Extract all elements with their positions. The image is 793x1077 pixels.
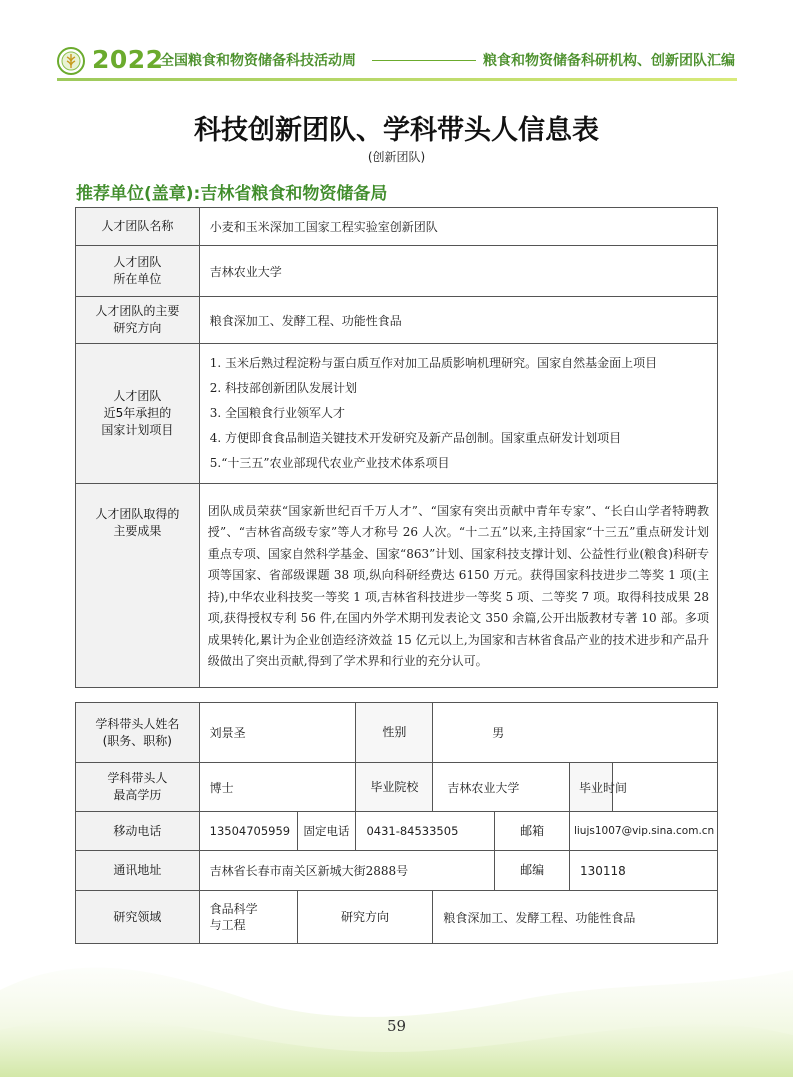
address-value: 吉林省长春市南关区新城大街2888号 xyxy=(199,851,495,891)
gender-value-text: 男 xyxy=(492,726,505,740)
leader-name-label-line1: 学科带头人姓名 xyxy=(95,716,180,731)
research-direction-label: 研究方向 xyxy=(297,891,433,944)
page-subtitle: (创新团队) xyxy=(367,150,426,164)
team-name-label: 人才团队名称 xyxy=(76,208,200,246)
research-field-value-line1: 食品科学 xyxy=(209,902,258,916)
list-item: 2. 科技部创新团队发展计划 xyxy=(209,381,358,395)
phone-value: 0431-84533505 xyxy=(356,812,495,851)
team-unit-value: 吉林农业大学 xyxy=(199,246,717,297)
table-row xyxy=(76,246,718,297)
header-year: 2022 xyxy=(92,45,164,74)
table-row xyxy=(76,208,718,246)
email-value: liujs1007@vip.sina.com.cn xyxy=(569,812,717,851)
research-field-value-line2: 与工程 xyxy=(209,918,246,932)
table-row xyxy=(76,297,718,344)
mobile-label: 移动电话 xyxy=(76,812,200,851)
team-direction-label-line2: 研究方向 xyxy=(113,321,162,335)
phone-label: 固定电话 xyxy=(297,812,356,851)
team-name-value: 小麦和玉米深加工国家工程实验室创新团队 xyxy=(199,208,717,246)
graduation-time-value xyxy=(578,763,717,812)
list-item: 4. 方便即食食品制造关键技术开发研究及新产品创制。国家重点研发计划项目 xyxy=(209,431,622,445)
team-unit-label-line1: 人才团队 xyxy=(113,255,162,269)
research-field-value xyxy=(199,891,297,944)
research-direction-value: 粮食深加工、发酵工程、功能性食品 xyxy=(433,891,718,944)
leader-name-label-line2: (职务、职称) xyxy=(102,733,172,748)
grain-emblem-icon xyxy=(57,47,85,75)
team-direction-label-line1: 人才团队的主要 xyxy=(95,304,180,318)
education-label-line2: 最高学历 xyxy=(113,788,162,802)
table-row xyxy=(76,344,718,484)
page-number: 59 xyxy=(386,1017,407,1035)
list-item: 3. 全国粮食行业领军人才 xyxy=(209,406,346,420)
education-value: 博士 xyxy=(199,763,356,812)
research-field-label: 研究领域 xyxy=(76,891,200,944)
address-label: 通讯地址 xyxy=(76,851,200,891)
leader-name-value: 刘景圣 xyxy=(199,703,356,763)
table-row xyxy=(76,484,718,688)
leader-info-table xyxy=(75,702,718,944)
team-projects-list xyxy=(199,344,717,484)
postcode-label: 邮编 xyxy=(495,851,570,891)
decorative-background-hills xyxy=(0,930,793,1077)
header-divider-line xyxy=(372,60,476,61)
page-title: 科技创新团队、学科带头人信息表 xyxy=(194,115,599,146)
school-label: 毕业院校 xyxy=(356,763,433,812)
header-underline xyxy=(57,78,737,81)
table-row xyxy=(76,703,718,763)
header-compilation-title: 粮食和物资储备科研机构、创新团队汇编 xyxy=(483,53,735,69)
team-achievements-label-line1: 人才团队取得的 xyxy=(95,507,180,521)
team-projects-label xyxy=(76,344,200,484)
mobile-value: 13504705959 xyxy=(199,812,297,851)
education-label xyxy=(76,763,200,812)
gender-value xyxy=(433,703,718,763)
team-direction-label xyxy=(76,297,200,344)
table-row xyxy=(76,851,718,891)
list-item: 1. 玉米后熟过程淀粉与蛋白质互作对加工品质影响机理研究。国家自然基金面上项目 xyxy=(209,356,658,370)
team-unit-label-line2: 所在单位 xyxy=(113,272,162,286)
email-label: 邮箱 xyxy=(495,812,570,851)
team-achievements-text: 团队成员荣获“国家新世纪百千万人才”、“国家有突出贡献中青年专家”、“长白山学者特聘教授”、“吉林省高级专家”等人才称号 26 人次。“十二五”以来,主持国家“十三五”重点研发计划重点专项、国家自然科学基金、国家“863”计划、国家科技支撑计划、公益性行业(粮食)科研专项等国家、省部级课题 38 项,纵向科研经费达 6150 万元。获得国家科技进步二等奖 1 项(主持),中华农业科技奖一等奖 1 项,吉林省科技进步一等奖 5 项、二等奖 7 项。取得科技成果 28 项,获得授权专利 56 件,在国内外学术期刊发表论文 350 余篇,公开出版教材专著 10 部。多项成果转化,累计为企业创造经济效益 15 亿元以上,为国家和吉林省食品产业的技术进步和产品升级做出了突出贡献,得到了学术界和行业的充分认可。 xyxy=(199,484,717,688)
leader-name-label xyxy=(76,703,200,763)
team-direction-value: 粮食深加工、发酵工程、功能性食品 xyxy=(199,297,717,344)
table-row xyxy=(76,891,718,944)
school-value: 吉林农业大学 xyxy=(433,763,570,812)
postcode-value: 130118 xyxy=(569,851,717,891)
graduation-time-label-text: 毕业时间 xyxy=(578,780,627,795)
team-projects-label-line2: 近5年承担的 xyxy=(103,406,172,420)
recommending-unit: 推荐单位(盖章):吉林省粮食和物资储备局 xyxy=(76,184,388,204)
table-row xyxy=(76,763,718,812)
team-info-table xyxy=(75,207,718,688)
list-item: 5.“十三五”农业部现代农业产业技术体系项目 xyxy=(209,456,450,470)
team-projects-label-line1: 人才团队 xyxy=(113,389,162,403)
education-label-line1: 学科带头人 xyxy=(107,771,168,785)
team-achievements-label-line2: 主要成果 xyxy=(113,524,162,538)
header-event-title: 全国粮食和物资储备科技活动周 xyxy=(160,53,356,69)
table-row xyxy=(76,812,718,851)
team-projects-label-line3: 国家计划项目 xyxy=(101,423,174,437)
team-achievements-label xyxy=(76,484,200,688)
team-unit-label xyxy=(76,246,200,297)
gender-label: 性别 xyxy=(356,703,433,763)
page-header xyxy=(0,0,793,80)
